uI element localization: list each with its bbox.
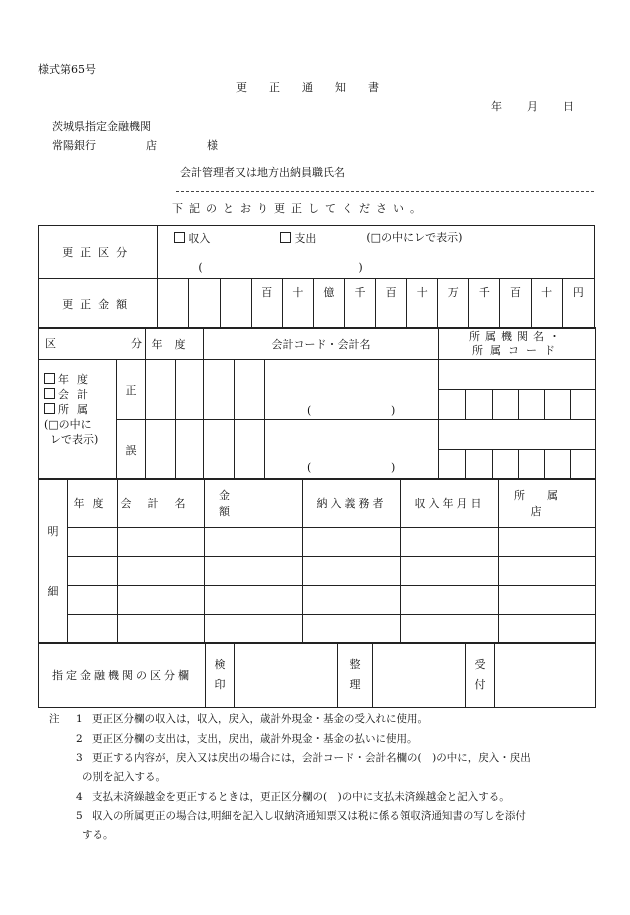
date-day: 日 [563, 100, 574, 113]
detail-cell[interactable] [205, 557, 303, 586]
correction-type-detail-input[interactable] [213, 258, 353, 272]
note-text: 更正区分欄の支出は，支出，戻出，歳計外現金・基金の払いに使用。 [92, 733, 418, 745]
amount-digit-cell[interactable]: 百 [500, 279, 531, 329]
date-month: 月 [527, 100, 538, 113]
recipient-honorific: 様 [207, 139, 218, 152]
arrange-label: 整 理 [338, 643, 373, 708]
wrong-row-label: 誤 [117, 420, 146, 480]
detail-cell[interactable] [205, 586, 303, 615]
note-number: 5 [76, 810, 83, 822]
detail-header-branch: 所属店 [499, 479, 596, 528]
amount-digit-cell[interactable]: 万 [438, 279, 469, 329]
correct-dept-code-cell[interactable] [466, 390, 493, 420]
note-number: 1 [76, 713, 83, 725]
note-text: 更正する内容が，戻入又は戻出の場合には，会計コード・会計名欄の( )の中に，戻入・戻出 [92, 752, 531, 764]
detail-cell[interactable] [118, 615, 205, 644]
detail-cell[interactable] [118, 528, 205, 557]
correct-dept-code-cell[interactable] [545, 390, 571, 420]
receipt-cell[interactable] [495, 643, 596, 708]
detail-cell[interactable] [68, 615, 118, 644]
intro-text: 下記のとおり更正してください。 [172, 202, 427, 215]
amount-digit-cell[interactable]: 百 [376, 279, 407, 329]
detail-side-label: 明 細 [39, 479, 68, 644]
detail-header-payer: 納入義務者 [303, 479, 401, 528]
correct-dept-code-cell[interactable] [571, 390, 596, 420]
options-note-line2: レで表示) [50, 433, 99, 446]
correct-account-cell[interactable]: ( ) [265, 360, 439, 420]
wrong-dept-name-cell[interactable] [439, 420, 596, 450]
expense-checkbox[interactable] [280, 232, 291, 243]
detail-cell[interactable] [303, 557, 401, 586]
wrong-year-cell[interactable] [176, 420, 204, 480]
wrong-dept-code-cell[interactable] [519, 450, 545, 480]
bank-section-table [38, 642, 596, 708]
amount-label: 更正金額 [39, 279, 158, 329]
account-header: 会計コード・会計名 [204, 328, 439, 360]
inspect-seal-cell[interactable] [235, 643, 338, 708]
kubun-options-cell: 年度 会計 所属 (□の中に レで表示) [39, 360, 117, 480]
detail-header-date: 収入年月日 [401, 479, 499, 528]
note-text: する。 [82, 829, 114, 841]
recipient-branch: 店 [146, 139, 157, 152]
detail-cell[interactable] [118, 557, 205, 586]
dept-header: 所属機関名・ 所属コード [439, 328, 596, 360]
correct-year-cell[interactable] [146, 360, 176, 420]
note-text: 更正区分欄の収入は，収入，戻入，歳計外現金・基金の受入れに使用。 [92, 713, 428, 725]
note-text: 支払未済繰越金を更正するときは，更正区分欄の( )の中に支払未済繰越金と記入する。 [92, 791, 510, 803]
amount-digit-cell[interactable] [220, 279, 251, 329]
detail-cell[interactable] [401, 615, 499, 644]
recipient-bank: 常陽銀行 [52, 139, 96, 152]
sender-label: 会計管理者又は地方出納員職氏名 [180, 166, 345, 179]
detail-cell[interactable] [68, 528, 118, 557]
wrong-dept-code-cell[interactable] [545, 450, 571, 480]
income-option-label: 収入 [188, 232, 211, 245]
detail-cell[interactable] [68, 557, 118, 586]
detail-cell[interactable] [68, 586, 118, 615]
income-checkbox[interactable] [174, 232, 185, 243]
detail-cell[interactable] [499, 528, 596, 557]
amount-digit-cell[interactable]: 十 [282, 279, 313, 329]
note-text: 収入の所属更正の場合は,明細を記入し収納済通知票又は税に係る領収済通知書の写しを添付 [92, 810, 526, 822]
detail-cell[interactable] [499, 586, 596, 615]
form-number: 様式第65号 [38, 63, 96, 76]
wrong-account-cell[interactable]: ( ) [265, 420, 439, 480]
options-note-line1: (□の中に [44, 418, 92, 431]
paren-open: ( [198, 261, 203, 274]
amount-digit-cell[interactable]: 十 [407, 279, 438, 329]
detail-cell[interactable] [303, 528, 401, 557]
wrong-code-cell[interactable] [235, 420, 265, 480]
amount-digit-cell[interactable]: 十 [531, 279, 562, 329]
amount-digit-cell[interactable]: 百 [251, 279, 282, 329]
detail-cell[interactable] [499, 615, 596, 644]
amount-digit-cell[interactable]: 千 [344, 279, 375, 329]
correction-table [38, 225, 595, 329]
recipient-org: 茨城県指定金融機関 [52, 120, 151, 133]
amount-digit-cell[interactable]: 千 [469, 279, 500, 329]
correction-type-cell [158, 226, 595, 279]
wrong-dept-code-cell[interactable] [571, 450, 596, 480]
receipt-label: 受 付 [466, 643, 495, 708]
amount-digit-cell[interactable] [158, 279, 189, 329]
detail-table [38, 478, 596, 644]
wrong-dept-code-cell[interactable] [493, 450, 519, 480]
detail-cell[interactable] [205, 528, 303, 557]
check-instruction: (□の中にレで表示) [366, 231, 463, 244]
detail-header-amount: 金額 [205, 479, 303, 528]
note-number: 3 [76, 752, 83, 764]
detail-header-nendo: 年度 [68, 479, 118, 528]
correct-dept-code-cell[interactable] [519, 390, 545, 420]
correct-code-cell[interactable] [235, 360, 265, 420]
expense-option-label: 支出 [294, 232, 317, 245]
amount-digit-cell[interactable]: 円 [562, 279, 594, 329]
detail-cell[interactable] [118, 586, 205, 615]
note-number: 2 [76, 733, 83, 745]
date-year: 年 [491, 100, 502, 113]
nendo-header: 年度 [146, 328, 204, 360]
bank-section-label: 指定金融機関の区分欄 [39, 643, 206, 708]
detail-cell[interactable] [401, 586, 499, 615]
correct-dept-code-cell[interactable] [439, 390, 466, 420]
wrong-dept-code-cell[interactable] [439, 450, 466, 480]
nendo-checkbox[interactable] [44, 373, 55, 384]
detail-cell[interactable] [303, 586, 401, 615]
correct-year-cell[interactable] [176, 360, 204, 420]
amount-digit-cell[interactable] [189, 279, 220, 329]
correct-code-cell[interactable] [204, 360, 235, 420]
classification-table [38, 327, 596, 480]
correction-type-label: 更正区分 [39, 226, 158, 279]
shozoku-checkbox[interactable] [44, 403, 55, 414]
page-title: 更正通知書 [236, 81, 401, 94]
arrange-cell[interactable] [373, 643, 466, 708]
note-text: の別を記入する。 [82, 771, 166, 783]
detail-cell[interactable] [401, 528, 499, 557]
paren-close: ) [358, 261, 363, 274]
detail-cell[interactable] [205, 615, 303, 644]
wrong-code-cell[interactable] [204, 420, 235, 480]
detail-cell[interactable] [499, 557, 596, 586]
correct-dept-code-cell[interactable] [493, 390, 519, 420]
detail-header-account: 会計名 [118, 479, 205, 528]
correct-row-label: 正 [117, 360, 146, 420]
wrong-dept-code-cell[interactable] [466, 450, 493, 480]
note-number: 4 [76, 791, 83, 803]
kubun-header: 区 分 [39, 328, 146, 360]
notes-prefix: 注 [49, 713, 60, 725]
inspect-seal-label: 検 印 [206, 643, 235, 708]
sender-signature-line [176, 191, 594, 192]
amount-digit-cell[interactable]: 億 [313, 279, 344, 329]
detail-cell[interactable] [303, 615, 401, 644]
correct-dept-name-cell[interactable] [439, 360, 596, 390]
kaikei-checkbox[interactable] [44, 388, 55, 399]
detail-cell[interactable] [401, 557, 499, 586]
wrong-year-cell[interactable] [146, 420, 176, 480]
